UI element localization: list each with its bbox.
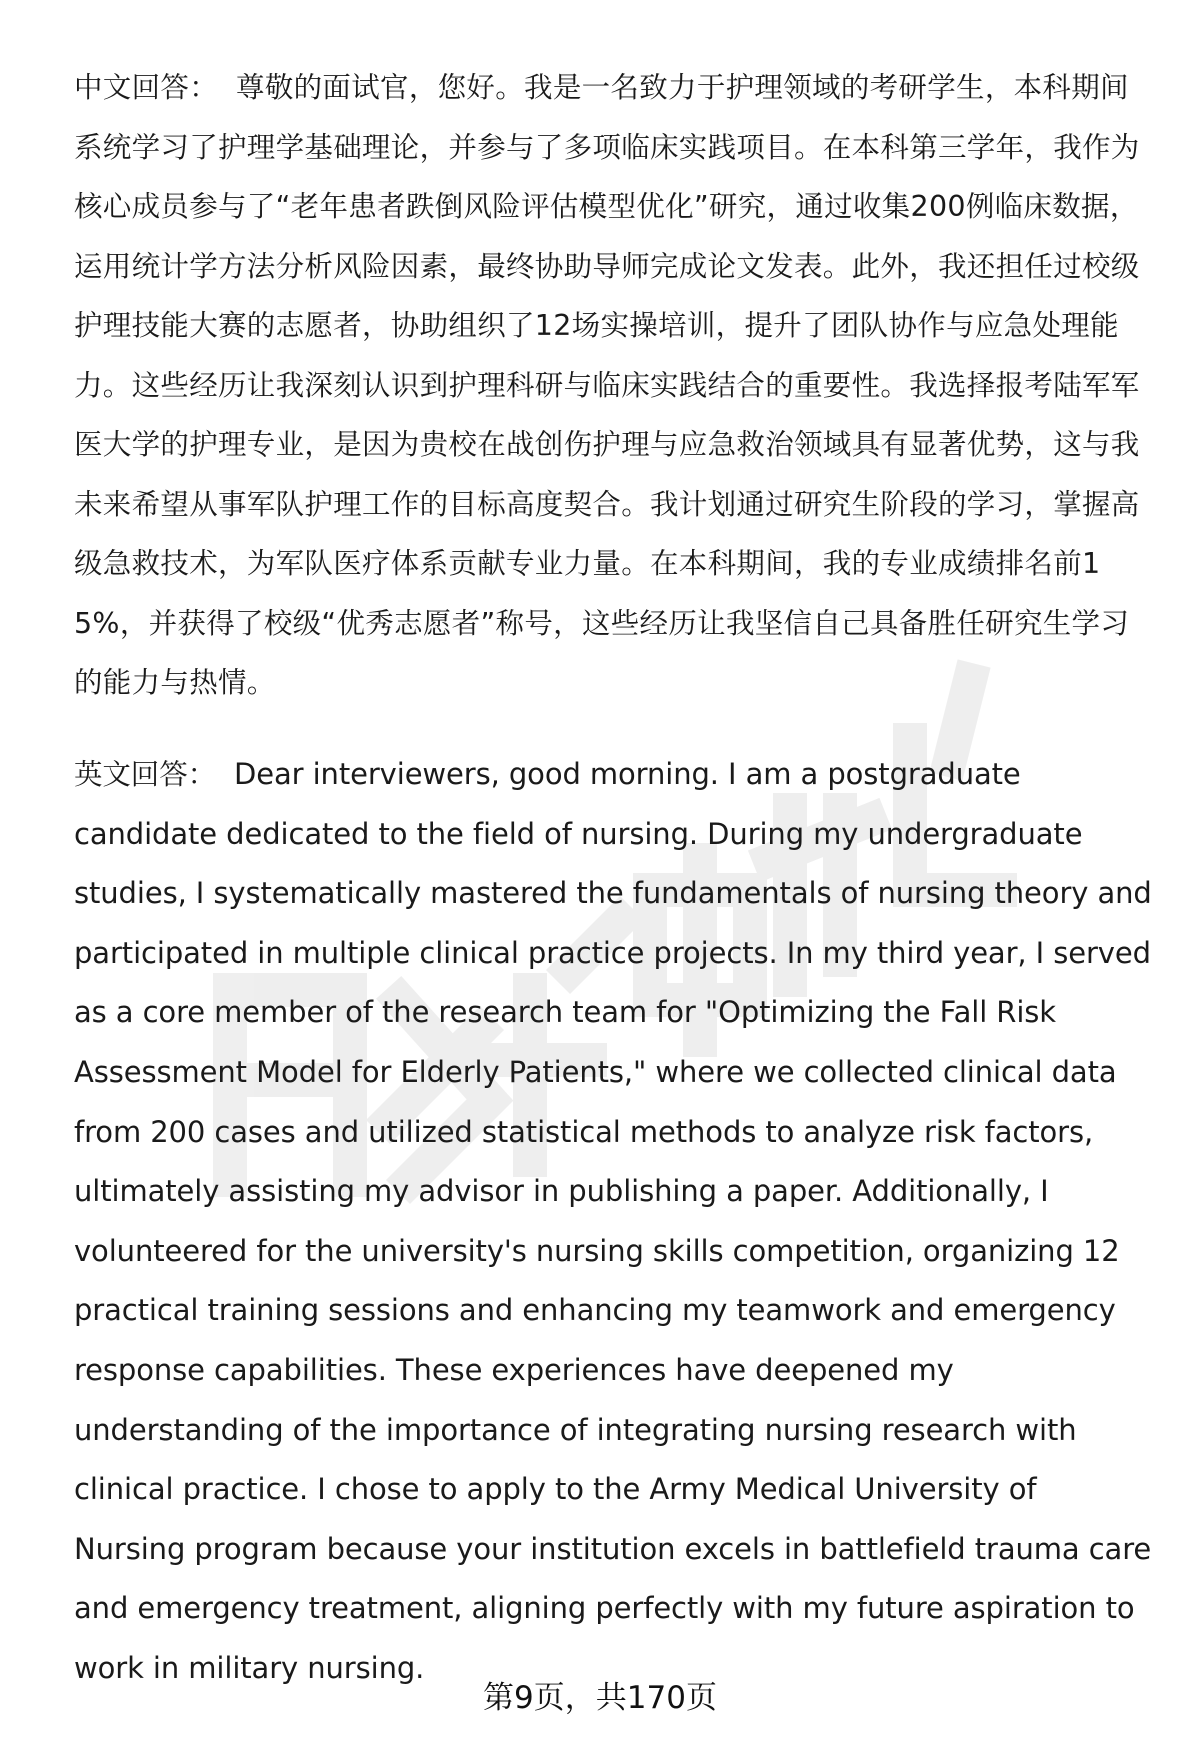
english-answer-text: Dear interviewers, good morning. I am a postgraduate candidate dedicated to the field of nursing. During my undergraduate studies, I systematically mastered the fundamentals of nursing theory and participated in multiple clinical practice projects. In my third year, I served as a core member of the research team for "Optimizing the Fall Risk Assessment Model for Elderly Patients," where we collected clinical data from 200 cases and utilized statistical methods to analyze risk factors, ultimately assisting my advisor in publishing a paper. Additionally, I volunteered for the university's nursing skills competition, organizing 12 practical training sessions and enhancing my teamwork and emergency response capabilities. These experiences have deepened my understanding of the importance of integrating nursing research with clinical practice. I chose to apply to the Army Medical University of Nursing program because your institution excels in battlefield trauma care and emergency treatment, aligning perfectly with my future aspiration to work in military nursing. [74,757,1152,1685]
english-answer-label: 英文回答： [74,758,217,791]
chinese-answer-paragraph [74,58,1154,713]
page-number-footer: 第9页，共170页 [483,1680,717,1716]
english-answer-paragraph [74,745,1154,1699]
chinese-answer-label: 中文回答： [74,71,219,104]
chinese-answer-text: 尊敬的面试官，您好。我是一名致力于护理领域的考研学生，本科期间系统学习了护理学基础理论，并参与了多项临床实践项目。在本科第三学年，我作为核心成员参与了“老年患者跌倒风险评估模型优化”研究，通过收集200例临床数据，运用统计学方法分析风险因素，最终协助导师完成论文发表。此外，我还担任过校级护理技能大赛的志愿者，协助组织了12场实操培训，提升了团队协作与应急处理能力。这些经历让我深刻认识到护理科研与临床实践结合的重要性。我选择报考陆军军医大学的护理专业，是因为贵校在战创伤护理与应急救治领域具有显著优势，这与我未来希望从事军队护理工作的目标高度契合。我计划通过研究生阶段的学习，掌握高级急救技术，为军队医疗体系贡献专业力量。在本科期间，我的专业成绩排名前15%，并获得了校级“优秀志愿者”称号，这些经历让我坚信自己具备胜任研究生学习的能力与热情。 [74,71,1140,699]
